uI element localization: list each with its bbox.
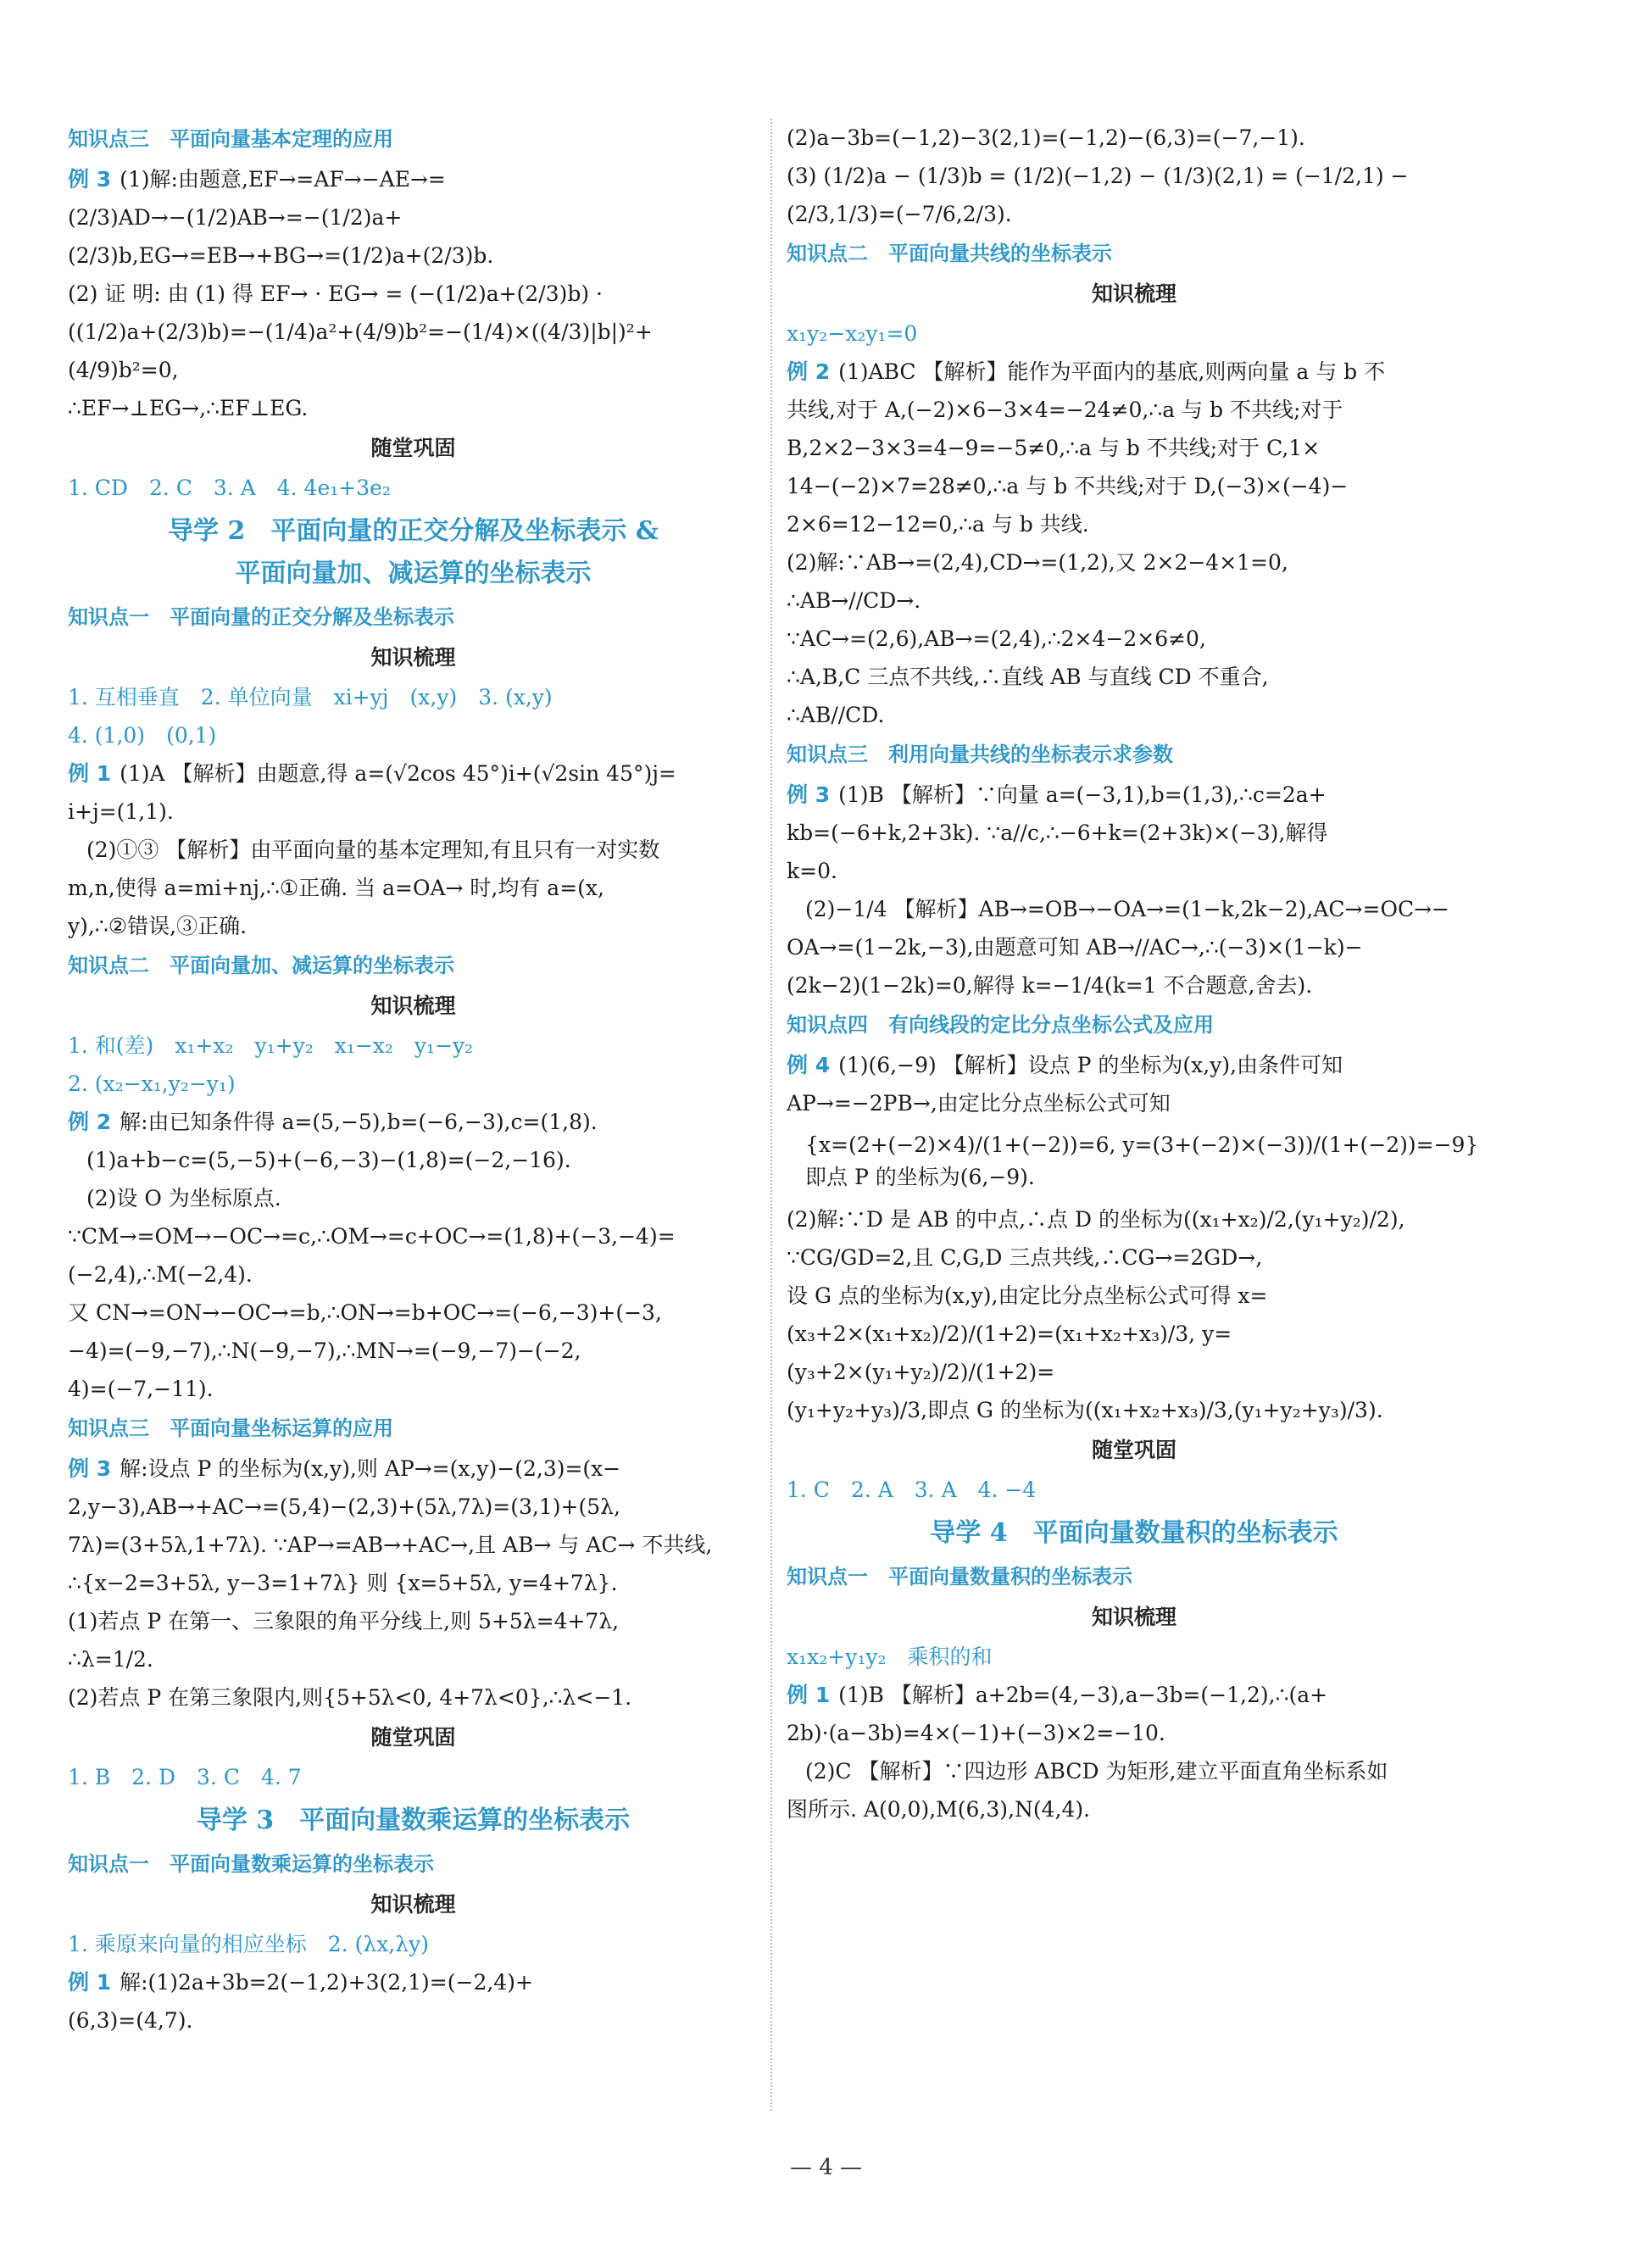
consolidation-title: 随堂巩固	[370, 1725, 456, 1750]
example-3-line: ∴{x−2=3+5λ, y−3=1+7λ} 则 {x=5+5λ, y=4+7λ}.	[68, 1571, 618, 1595]
example-1-line: 2b)·(a−3b)=4×(−1)+(−3)×2=−10.	[787, 1721, 1165, 1745]
example-2-line: (1)a+b−c=(5,−5)+(−6,−3)−(1,8)=(−2,−16).	[86, 1148, 571, 1172]
example-4-line: 设 G 点的坐标为(x,y),由定比分点坐标公式可得 x=	[787, 1283, 1268, 1308]
page-number: — 4 —	[789, 2155, 863, 2180]
continued-line: (2)a−3b=(−1,2)−3(2,1)=(−1,2)−(6,3)=(−7,−1).	[787, 125, 1305, 150]
summary-line: 2. (x₂−x₁,y₂−y₁)	[68, 1071, 236, 1096]
left-column	[68, 119, 759, 2040]
example-1-line: i+j=(1,1).	[68, 799, 174, 824]
example-2-line: ∵AC→=(2,6),AB→=(2,4),∴2×4−2×6≠0,	[787, 626, 1206, 651]
example-2-line: ∴AB//CD.	[787, 703, 885, 727]
knowledge-point-title: 知识点三 利用向量共线的坐标表示求参数	[787, 743, 1173, 766]
knowledge-summary-title: 知识梳理	[1091, 281, 1176, 306]
summary-line: 1. 互相垂直 2. 单位向量 xi+yj (x,y) 3. (x,y)	[68, 685, 553, 710]
right-column	[787, 119, 1500, 1828]
example-3-line: k=0.	[787, 859, 837, 883]
consolidation-title: 随堂巩固	[370, 436, 456, 460]
example-3-line: 7λ)=(3+5λ,1+7λ). ∵AP→=AB→+AC→,且 AB→ 与 AC→ 不共线,	[68, 1533, 713, 1557]
knowledge-point-title: 知识点四 有向线段的定比分点坐标公式及应用	[787, 1013, 1214, 1037]
consolidation-answers: 1. CD 2. C 3. A 4. 4e₁+3e₂	[68, 476, 391, 500]
example-label: 例 3	[787, 782, 831, 807]
example-1-line: (2)C 【解析】∵四边形 ABCD 为矩形,建立平面直角坐标系如	[805, 1759, 1388, 1784]
knowledge-point-title: 知识点二 平面向量共线的坐标表示	[787, 242, 1112, 265]
consolidation-title: 随堂巩固	[1091, 1438, 1176, 1462]
example-label: 例 2	[787, 359, 831, 384]
consolidation-answers: 1. B 2. D 3. C 4. 7	[68, 1765, 302, 1789]
example-3-line: ∴EF→⊥EG→,∴EF⊥EG.	[68, 396, 309, 420]
example-3-line: (1)若点 P 在第一、三象限的角平分线上,则 5+5λ=4+7λ,	[68, 1609, 620, 1633]
example-3-line: 例 3 解:设点 P 的坐标为(x,y),则 AP→=(x,y)−(2,3)=(x−	[68, 1456, 621, 1481]
example-3-line: 例 3 (1)解:由题意,EF→=AF→−AE→=(2/3)AD→−(1/2)AB→=−(1/2)a+	[68, 167, 446, 230]
example-label: 例 4	[787, 1053, 831, 1077]
example-4-line: (y₁+y₂+y₃)/3,即点 G 的坐标为((x₁+x₂+x₃)/3,(y₁+y₂+y₃)/3).	[787, 1398, 1383, 1422]
knowledge-summary-title: 知识梳理	[370, 645, 456, 670]
example-3-line: (2) 证 明: 由 (1) 得 EF→ · EG→ = (−(1/2)a+(2/3)b) ·	[68, 281, 604, 306]
example-3-line: 2,y−3),AB→+AC→=(5,4)−(2,3)+(5λ,7λ)=(3,1)+(5λ,	[68, 1494, 620, 1519]
example-4-line: (2)解:∵D 是 AB 的中点,∴点 D 的坐标为((x₁+x₂)/2,(y₁+y₂)/2),	[787, 1207, 1405, 1232]
consolidation-answers: 1. C 2. A 3. A 4. −4	[787, 1478, 1037, 1502]
knowledge-summary-title: 知识梳理	[1091, 1605, 1176, 1629]
example-1-line: (2)①③ 【解析】由平面向量的基本定理知,有且只有一对实数	[86, 838, 660, 862]
example-2-line: ∵CM→=OM→−OC→=c,∴OM→=c+OC→=(1,8)+(−3,−4)=	[68, 1224, 676, 1249]
example-label: 例 1	[68, 761, 112, 786]
continued-line: (2/3,1/3)=(−7/6,2/3).	[787, 202, 1012, 226]
section-title: 导学 3 平面向量数乘运算的坐标表示	[196, 1806, 631, 1835]
column-divider	[770, 119, 772, 2111]
example-2-line: (−2,4),∴M(−2,4).	[68, 1262, 253, 1287]
summary-line: x₁x₂+y₁y₂ 乘积的和	[787, 1644, 993, 1669]
knowledge-point-title: 知识点三 平面向量坐标运算的应用	[68, 1416, 393, 1440]
section-title: 导学 4 平面向量数量积的坐标表示	[930, 1518, 1338, 1548]
example-3-line: (2k−2)(1−2k)=0,解得 k=−1/4(k=1 不合题意,舍去).	[787, 973, 1313, 998]
knowledge-point-title: 知识点一 平面向量数量积的坐标表示	[787, 1565, 1132, 1589]
example-3-line: kb=(−6+k,2+3k). ∵a//c,∴−6+k=(2+3k)×(−3),解得	[787, 821, 1328, 845]
example-1-line: y),∴②错误,③正确.	[68, 914, 248, 938]
example-1-line: 图所示. A(0,0),M(6,3),N(4,4).	[787, 1797, 1091, 1822]
knowledge-point-title: 知识点二 平面向量加、减运算的坐标表示	[68, 954, 454, 977]
example-3-line: (2/3)b,EG→=EB→+BG→=(1/2)a+(2/3)b.	[68, 243, 494, 268]
knowledge-summary-title: 知识梳理	[370, 993, 456, 1018]
example-2-line: (2)解:∵AB→=(2,4),CD→=(1,2),又 2×2−4×1=0,	[787, 550, 1288, 575]
example-4-line: AP→=−2PB→,由定比分点坐标公式可知	[787, 1091, 1171, 1116]
knowledge-point-title: 知识点三 平面向量基本定理的应用	[68, 127, 393, 151]
example-2-line: 例 2 (1)ABC 【解析】能作为平面内的基底,则两向量 a 与 b 不	[787, 359, 1386, 384]
example-2-line: 14−(−2)×7=28≠0,∴a 与 b 不共线;对于 D,(−3)×(−4)−	[787, 474, 1349, 498]
example-label: 例 1	[68, 1970, 112, 1995]
summary-line: 4. (1,0) (0,1)	[68, 723, 217, 748]
summary-line: 1. 和(差) x₁+x₂ y₁+y₂ x₁−x₂ y₁−y₂	[68, 1033, 474, 1058]
example-2-line: 2×6=12−12=0,∴a 与 b 共线.	[787, 512, 1089, 537]
example-3-line: (2)−1/4 【解析】AB→=OB→−OA→=(1−k,2k−2),AC→=OC→−	[805, 897, 1449, 921]
example-3-line: ∴λ=1/2.	[68, 1647, 153, 1672]
example-2-line: 4)=(−7,−11).	[68, 1377, 214, 1401]
example-4-line: ∵CG/GD=2,且 C,G,D 三点共线,∴CG→=2GD→,	[787, 1245, 1263, 1270]
example-1-line: 例 1 (1)B 【解析】a+2b=(4,−3),a−3b=(−1,2),∴(a+	[787, 1683, 1328, 1707]
example-2-line: (2)设 O 为坐标原点.	[86, 1186, 281, 1210]
example-2-line: −4)=(−9,−7),∴N(−9,−7),∴MN→=(−9,−7)−(−2,	[68, 1338, 581, 1363]
example-3-line: OA→=(1−2k,−3),由题意可知 AB→//AC→,∴(−3)×(1−k)−	[787, 935, 1363, 960]
example-1-line: m,n,使得 a=mi+nj,∴①正确. 当 a=OA→ 时,均有 a=(x,	[68, 876, 604, 900]
example-1-line: 例 1 (1)A 【解析】由题意,得 a=(√2cos 45°)i+(√2sin 45°)j=	[68, 761, 676, 786]
example-1-line: (6,3)=(4,7).	[68, 2008, 193, 2033]
example-label: 例 1	[787, 1683, 831, 1707]
example-4-line: {x=(2+(−2)×4)/(1+(−2))=6, y=(3+(−2)×(−3))/(1+(−2))=−9} 即点 P 的坐标为(6,−9).	[805, 1132, 1500, 1189]
example-label: 例 3	[68, 1456, 112, 1481]
example-4-line: 例 4 (1)(6,−9) 【解析】设点 P 的坐标为(x,y),由条件可知	[787, 1053, 1343, 1077]
example-2-line: B,2×2−3×3=4−9=−5≠0,∴a 与 b 不共线;对于 C,1×	[787, 436, 1321, 460]
example-2-line: ∴AB→//CD→.	[787, 588, 921, 613]
continued-line: (3) (1/2)a − (1/3)b = (1/2)(−1,2) − (1/3)(2,1) = (−1/2,1) −	[787, 164, 1409, 188]
example-4-line: (x₃+2×(x₁+x₂)/2)/(1+2)=(x₁+x₂+x₃)/3, y=(y₃+2×(y₁+y₂)/2)/(1+2)=	[787, 1322, 1232, 1384]
example-1-line: 例 1 解:(1)2a+3b=2(−1,2)+3(2,1)=(−2,4)+	[68, 1970, 533, 1995]
example-3-line: ((1/2)a+(2/3)b)=−(1/4)a²+(4/9)b²=−(1/4)×((4/3)|b|)²+(4/9)b²=0,	[68, 320, 653, 382]
knowledge-point-title: 知识点一 平面向量数乘运算的坐标表示	[68, 1852, 434, 1876]
example-2-line: 又 CN→=ON→−OC→=b,∴ON→=b+OC→=(−6,−3)+(−3,	[68, 1300, 662, 1325]
knowledge-point-title: 知识点一 平面向量的正交分解及坐标表示	[68, 605, 454, 629]
example-3-line: (2)若点 P 在第三象限内,则{5+5λ<0, 4+7λ<0},∴λ<−1.	[68, 1685, 632, 1710]
section-title: 导学 2 平面向量的正交分解及坐标表示 & 平面向量加、减运算的坐标表示	[168, 516, 659, 588]
summary-line: 1. 乘原来向量的相应坐标 2. (λx,λy)	[68, 1932, 429, 1956]
summary-line: x₁y₂−x₂y₁=0	[787, 321, 918, 346]
example-label: 例 2	[68, 1110, 112, 1134]
example-2-line: 例 2 解:由已知条件得 a=(5,−5),b=(−6,−3),c=(1,8).	[68, 1110, 598, 1134]
knowledge-summary-title: 知识梳理	[370, 1892, 456, 1917]
example-2-line: ∴A,B,C 三点不共线,∴直线 AB 与直线 CD 不重合,	[787, 665, 1269, 689]
example-label: 例 3	[68, 167, 112, 192]
example-2-line: 共线,对于 A,(−2)×6−3×4=−24≠0,∴a 与 b 不共线;对于	[787, 398, 1343, 422]
example-3-line: 例 3 (1)B 【解析】∵向量 a=(−3,1),b=(1,3),∴c=2a+	[787, 782, 1327, 807]
